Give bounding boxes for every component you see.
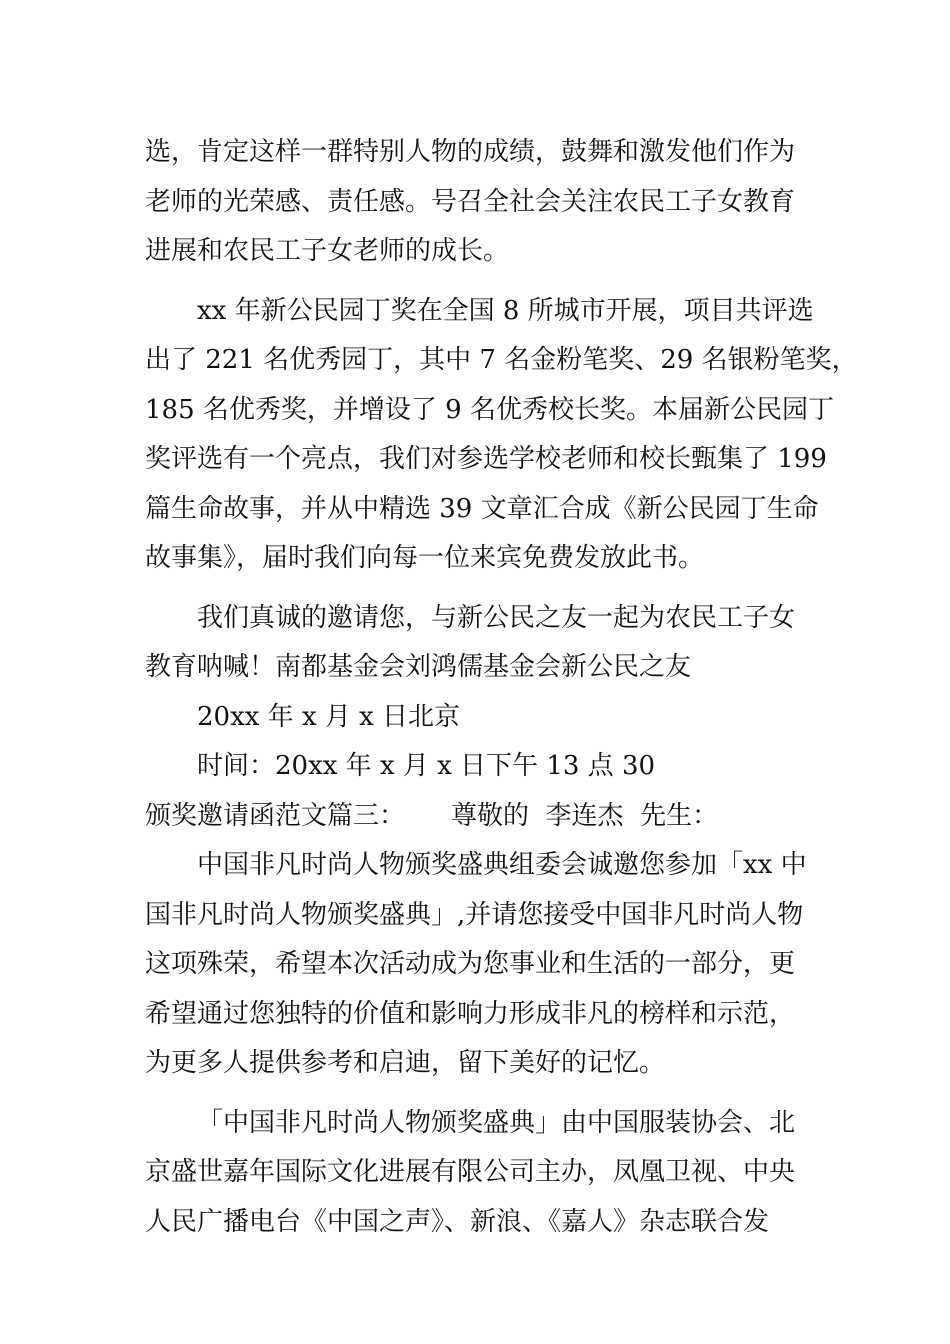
time-line: 时间：20xx 年 x 月 x 日下午 13 点 30 [197, 751, 656, 781]
paragraph-line: 我们真诚的邀请您，与新公民之友一起为农民工子女 [197, 602, 796, 633]
date-line: 20xx 年 x 月 x 日北京 [197, 701, 461, 732]
section-heading-line [145, 792, 815, 842]
paragraph-5 [145, 1099, 815, 1248]
paragraph-line: 这项殊荣，希望本次活动成为您事业和生活的一部分，更 [145, 949, 796, 979]
paragraph-line: 故事集》，届时我们向每一位来宾免费发放此书。 [145, 543, 705, 573]
paragraph-line: 老师的光荣感、责任感。号召全社会关注农民工子女教育 [145, 186, 796, 217]
paragraph-line: 国非凡时尚人物颁奖盛典」,并请您接受中国非凡时尚人物 [145, 899, 804, 930]
paragraph-1 [145, 128, 815, 277]
paragraph-line: 为更多人提供参考和启迪，留下美好的记忆。 [145, 1048, 666, 1078]
paragraph-line: 人民广播电台《中国之声》、新浪、《嘉人》杂志联合发 [145, 1206, 770, 1237]
paragraph-line: 教育呐喊！南都基金会刘鸿儒基金会新公民之友 [145, 652, 692, 682]
paragraph-line: 「中国非凡时尚人物颁奖盛典」由中国服装协会、北 [197, 1107, 796, 1138]
salutation: 尊敬的 李连杰 先生： [451, 800, 719, 831]
paragraph-line: 选，肯定这样一群特别人物的成绩，鼓舞和激发他们作为 [145, 137, 796, 167]
paragraph-line: 出了 221 名优秀园丁，其中 7 名金粉笔奖、29 名银粉笔奖， [145, 345, 858, 375]
paragraph-line: 篇生命故事，并从中精选 39 文章汇合成《新公民园丁生命 [145, 493, 819, 524]
paragraph-4 [145, 841, 815, 1089]
paragraph-3 [145, 594, 815, 693]
paragraph-line: xx 年新公民园丁奖在全国 8 所城市开展，项目共评选 [197, 295, 814, 326]
paragraph-line: 中国非凡时尚人物颁奖盛典组委会诚邀您参加「xx 中 [197, 850, 807, 880]
paragraph-line: 奖评选有一个亮点，我们对参选学校老师和校长甄集了 199 [145, 444, 827, 474]
paragraph-line: 185 名优秀奖，并增设了 9 名优秀校长奖。本届新公民园丁 [145, 394, 834, 425]
document-body [145, 128, 858, 1247]
paragraph-2 [145, 287, 858, 584]
section-title: 颁奖邀请函范文篇三： [145, 800, 406, 831]
paragraph-line: 进展和农民工子女老师的成长。 [145, 236, 510, 266]
paragraph-line: 京盛世嘉年国际文化进展有限公司主办，凤凰卫视、中央 [145, 1157, 796, 1187]
paragraph-line: 希望通过您独特的价值和影响力形成非凡的榜样和示范， [145, 998, 796, 1029]
